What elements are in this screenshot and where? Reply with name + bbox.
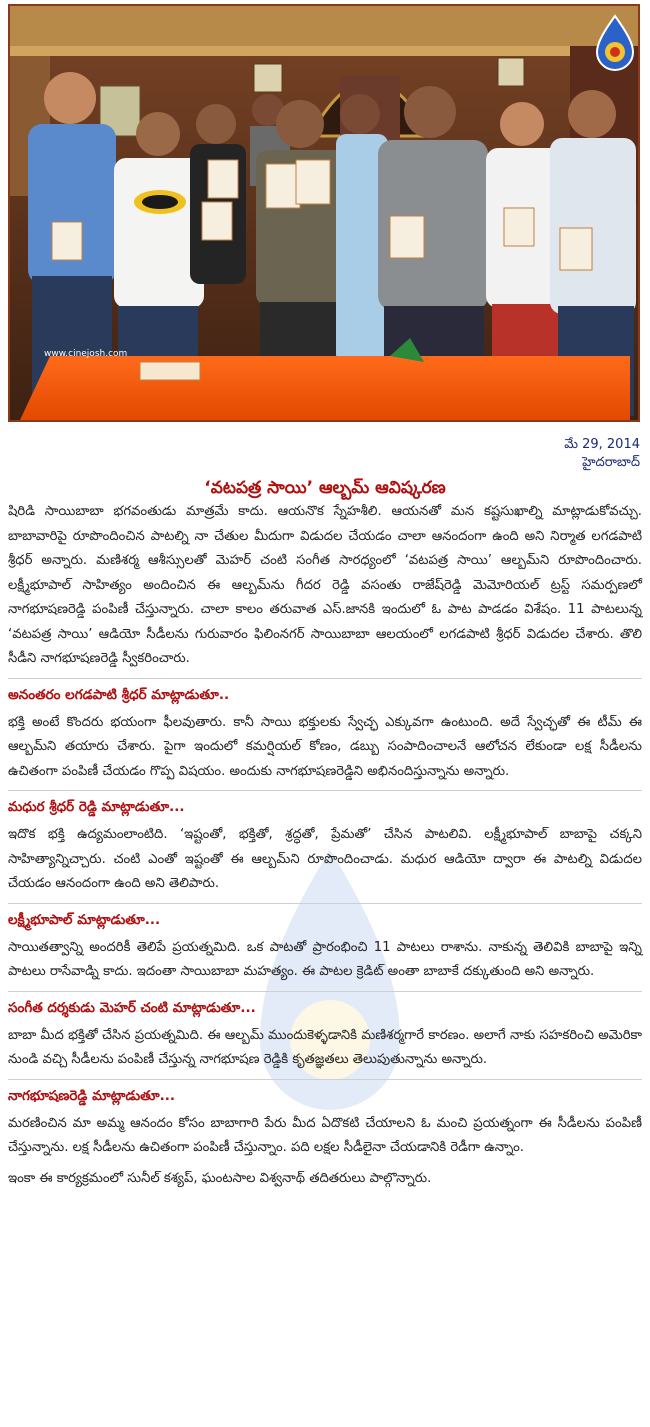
divider (8, 1079, 642, 1080)
article-body (8, 500, 642, 1197)
article-headline: ‘వటపత్ర సాయి’ ఆల్బమ్ ఆవిష్కరణ (204, 478, 446, 498)
section-subheading: అనంతరం లగడపాటి శ్రీధర్ మాట్లాడుతూ.. (8, 686, 230, 703)
dateline (564, 436, 640, 472)
article-paragraph: మరణించిన మా అమ్మ ఆనందం కోసం బాబాగారి పేరు మీద ఏదొకటి చేయాలని ఓ మంచి ప్రయత్నంగా ఈ సీడీలను పంపిణీ చేస్తున్నాను. లక్ష సీడీలను ఉచితంగా పంపిణీ చేస్తున్నాం. పది లక్షల సీడీలైనా చేయడానికి రెడీగా ఉన్నాం. (8, 1115, 642, 1155)
article-paragraph: భక్తి అంటే కొందరు భయంగా ఫీలవుతారు. కానీ సాయి భక్తులకు స్వేచ్ఛ ఎక్కువగా ఉంటుంది. అదే స్వేచ్ఛతో ఈ టీమ్ ఈ ఆల్బమ్‌ని తయారు చేశారు. పైగా ఇందులో కమర్షియల్ కోణం, డబ్బు సంపాదించాలనే ఆలోచన లేకుండా లక్ష సీడీలను ఉచితంగా పంపిణీ చేయడం గొప్ప విషయం. అందుకు నాగభూషణరెడ్డిని అభినందిస్తున్నాను అన్నారు. (8, 714, 642, 779)
article-paragraph: ఇదొక భక్తి ఉద్యమంలాంటిది. ‘ఇష్టంతో, భక్తితో, శ్రద్ధతో, ప్రేమతో’ చేసిన పాటలివి. లక్ష్మీభూపాల్ బాబాపై చక్కని సాహిత్యాన్నిచ్చారు. చంటి ఎంతో ఇష్టంతో ఈ ఆల్బమ్‌ని రూపొందించాడు. మధుర ఆడియో ద్వారా ఈ పాటల్ని విడుదల చేయడం ఆనందంగా ఉంది అని తెలిపారు. (8, 827, 642, 891)
divider (8, 790, 642, 791)
publish-date: మే 29, 2014 (564, 437, 640, 452)
article-paragraph: బాబా మీద భక్తితో చేసిన ప్రయత్నమిది. ఈ ఆల్బమ్ ముందుకెళ్ళడానికి మణిశర్మగారే కారణం. అలాగే నాకు సహకరించి అమెరికా నుండి వచ్చి సీడీలను పంపిణీ చేస్తున్న నాగభూషణ రెడ్డికి కృతజ్ఞతలు తెలుపుతున్నాను అన్నారు. (8, 1027, 642, 1067)
section-subheading: సంగీత దర్శకుడు మెహర్ చంటి మాట్లాడుతూ... (8, 999, 256, 1016)
section-subheading: లక్ష్మీభూపాల్ మాట్లాడుతూ... (8, 911, 161, 928)
event-photo-graphic (10, 6, 638, 420)
article-paragraph: షిరిడి సాయిబాబా భగవంతుడు మాత్రమే కాదు. ఆయనొక స్నేహశీలి. ఆయనతో మన కష్టసుఖాల్ని మాట్లాడుకోవచ్చు. బాబావారిపై రూపొందించిన పాటల్ని నా చేతుల మీదుగా విడుదల చేయడం చాలా ఆనందంగా ఉంది అని నిర్మాత లగడపాటి శ్రీధర్ అన్నారు. మణిశర్మ ఆశీస్సులతో మెహర్ చంటి సంగీత సారధ్యంలో ‘వటపత్ర సాయి’ ఆల్బమ్‌ని రూపొందించారు. లక్ష్మీభూపాల్ సాహిత్యం అందించిన ఈ ఆల్బమ్‌ను గీదర రెడ్డి వసంతు రాజేష్‌రెడ్డి మెమోరియల్ ట్రస్ట్ సమర్పణలో నాగభూషణరెడ్డి పంపిణీ చేస్తున్నారు. చాలా కాలం తరువాత ఎస్.జానకి ఇందులో ఓ పాట పాడడం విశేషం. 11 పాటలున్న ‘వటపత్ర సాయి’ ఆడియో సీడీలను గురువారం ఫిలింనగర్ సాయిబాబా ఆలయంలో లగడపాటి శ్రీధర్ విడుదల చేశారు. తొలి సీడీని నాగభూషణరెడ్డి స్వీకరించారు. (8, 504, 642, 666)
article-paragraph: ఇంకా ఈ కార్యక్రమంలో సునీల్ కశ్యప్, ఘంటసాల విశ్వనాథ్ తదితరులు పాల్గొన్నారు. (8, 1170, 432, 1186)
publish-place: హైదరాబాద్ (582, 455, 640, 470)
divider (8, 903, 642, 904)
divider (8, 991, 642, 992)
event-photo (8, 4, 640, 422)
section-subheading: మధుర శ్రీధర్ రెడ్డి మాట్లాడుతూ... (8, 799, 185, 815)
section-subheading: నాగభూషణరెడ్డి మాట్లాడుతూ... (8, 1087, 176, 1104)
publisher-logo-icon (594, 14, 636, 72)
photo-watermark: www.cinejosh.com (44, 349, 128, 359)
divider (8, 678, 642, 679)
article-paragraph: సాయితత్వాన్ని అందరికీ తెలిపే ప్రయత్నమిది. ఒక పాటతో ప్రారంభించి 11 పాటలు రాశాను. నాకున్న తెలివికి బాబాపై ఇన్ని పాటలు రాసేవాడ్ని కాదు. ఇదంతా సాయిబాబా మహత్యం. ఈ పాటల క్రెడిట్ అంతా బాబాకే దక్కుతుంది అని అన్నారు. (8, 939, 642, 979)
